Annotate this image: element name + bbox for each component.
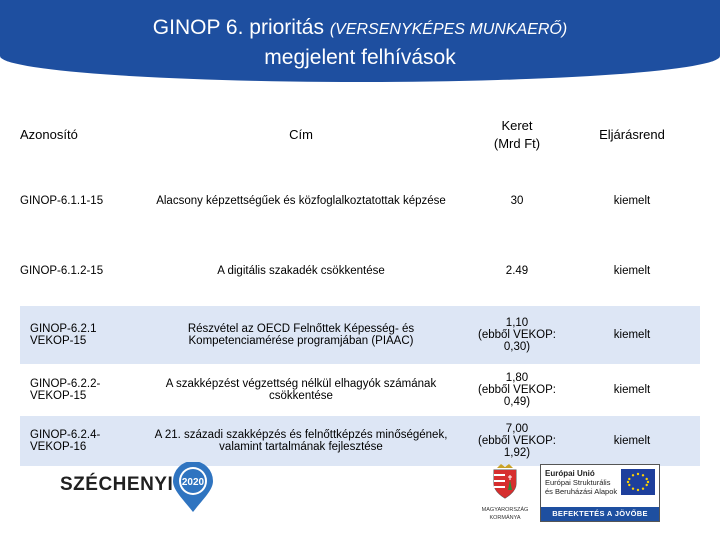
title-banner [0,0,720,82]
szechenyi-label: SZÉCHENYI [60,474,174,495]
row-id [20,306,132,364]
crest-label-line1: MAGYARORSZÁG [481,507,529,513]
table-row [20,416,700,466]
row-title-line2: valamint tartalmának fejlesztése [219,441,383,453]
row-title [132,416,470,466]
row-keret-line1: 7,00 [505,423,529,435]
row-keret-line2: (ebből VEKOP: [478,329,556,341]
row-id-line2: VEKOP-15 [30,390,87,402]
row-id [20,416,132,466]
page-title-line2: megjelent felhívások [264,46,456,69]
row-id-line1: GINOP-6.2.2- [30,378,101,390]
title-main: GINOP 6. prioritás [152,16,324,39]
eu-title: Európai Unió [545,469,595,478]
szechenyi-2020-logo [60,462,220,512]
eu-text-block [545,469,621,496]
table-row [20,306,700,364]
eu-line2: és Beruházási Alapok [545,487,618,496]
table-header-row [20,102,700,166]
row-id-line2: VEKOP-16 [30,441,87,453]
row-id-line1: GINOP-6.2.4- [30,429,101,441]
szechenyi-year: 2020 [181,477,205,488]
row-title: Alacsony képzettségűek és közfoglalkoztatottak képzése [132,166,470,236]
eu-flag-icon [621,469,655,495]
row-title: A digitális szakadék csökkentése [132,236,470,306]
hungarian-government-crest [474,464,536,524]
row-title [132,306,470,364]
table-row [20,236,700,306]
row-title-line2: csökkentése [269,390,333,402]
crest-label-line2: KORMÁNYA [489,515,521,521]
row-title [132,364,470,416]
header-keret [470,102,564,166]
row-title-line2: Kompetenciamérése programjában (PIAAC) [188,335,414,347]
row-title-line1: Részvétel az OECD Felnőttek Képesség- és [187,323,415,335]
row-title-line1: A szakképzést végzettség nélkül elhagyók számának [165,378,437,390]
table-row [20,364,700,416]
header-procedure: Eljárásrend [599,126,665,142]
header-keret-line1: Keret [501,117,533,133]
title-subtitle: (VERSENYKÉPES MUNKAERŐ) [329,21,568,38]
eu-line1: Európai Strukturális [545,478,611,487]
header-keret-line2: (Mrd Ft) [493,135,541,151]
row-keret-line3: 0,49) [503,396,531,408]
row-id: GINOP-6.1.2-15 [20,236,132,306]
page-title-line1 [0,16,720,40]
row-keret [470,416,564,466]
row-keret-line2: (ebből VEKOP: [478,384,556,396]
table-row [20,166,700,236]
row-procedure: kiemelt [564,306,700,364]
row-keret [470,364,564,416]
row-keret-line3: 1,92) [503,447,531,459]
row-keret [470,306,564,364]
row-procedure: kiemelt [564,416,700,466]
row-keret-line1: 1,10 [505,317,529,329]
coat-of-arms-icon [491,464,519,500]
eu-slogan: BEFEKTETÉS A JÖVŐBE [541,507,659,521]
row-procedure: kiemelt [564,364,700,416]
row-keret: 30 [470,166,564,236]
row-keret-line2: (ebből VEKOP: [478,435,556,447]
row-keret: 2.49 [470,236,564,306]
row-id-line1: GINOP-6.2.1 [30,323,97,335]
row-procedure: kiemelt [564,236,700,306]
row-id [20,364,132,416]
location-pin-icon [170,462,216,514]
row-keret-line1: 1,80 [505,372,529,384]
calls-table [20,102,700,466]
row-title-line1: A 21. századi szakképzés és felnőttképzés minőségének, [154,429,448,441]
header-id: Azonosító [20,126,78,142]
header-title: Cím [289,126,313,142]
eu-funds-logo [540,464,660,522]
row-id-line2: VEKOP-15 [30,335,87,347]
row-id: GINOP-6.1.1-15 [20,166,132,236]
row-procedure: kiemelt [564,166,700,236]
row-keret-line3: 0,30) [503,341,531,353]
